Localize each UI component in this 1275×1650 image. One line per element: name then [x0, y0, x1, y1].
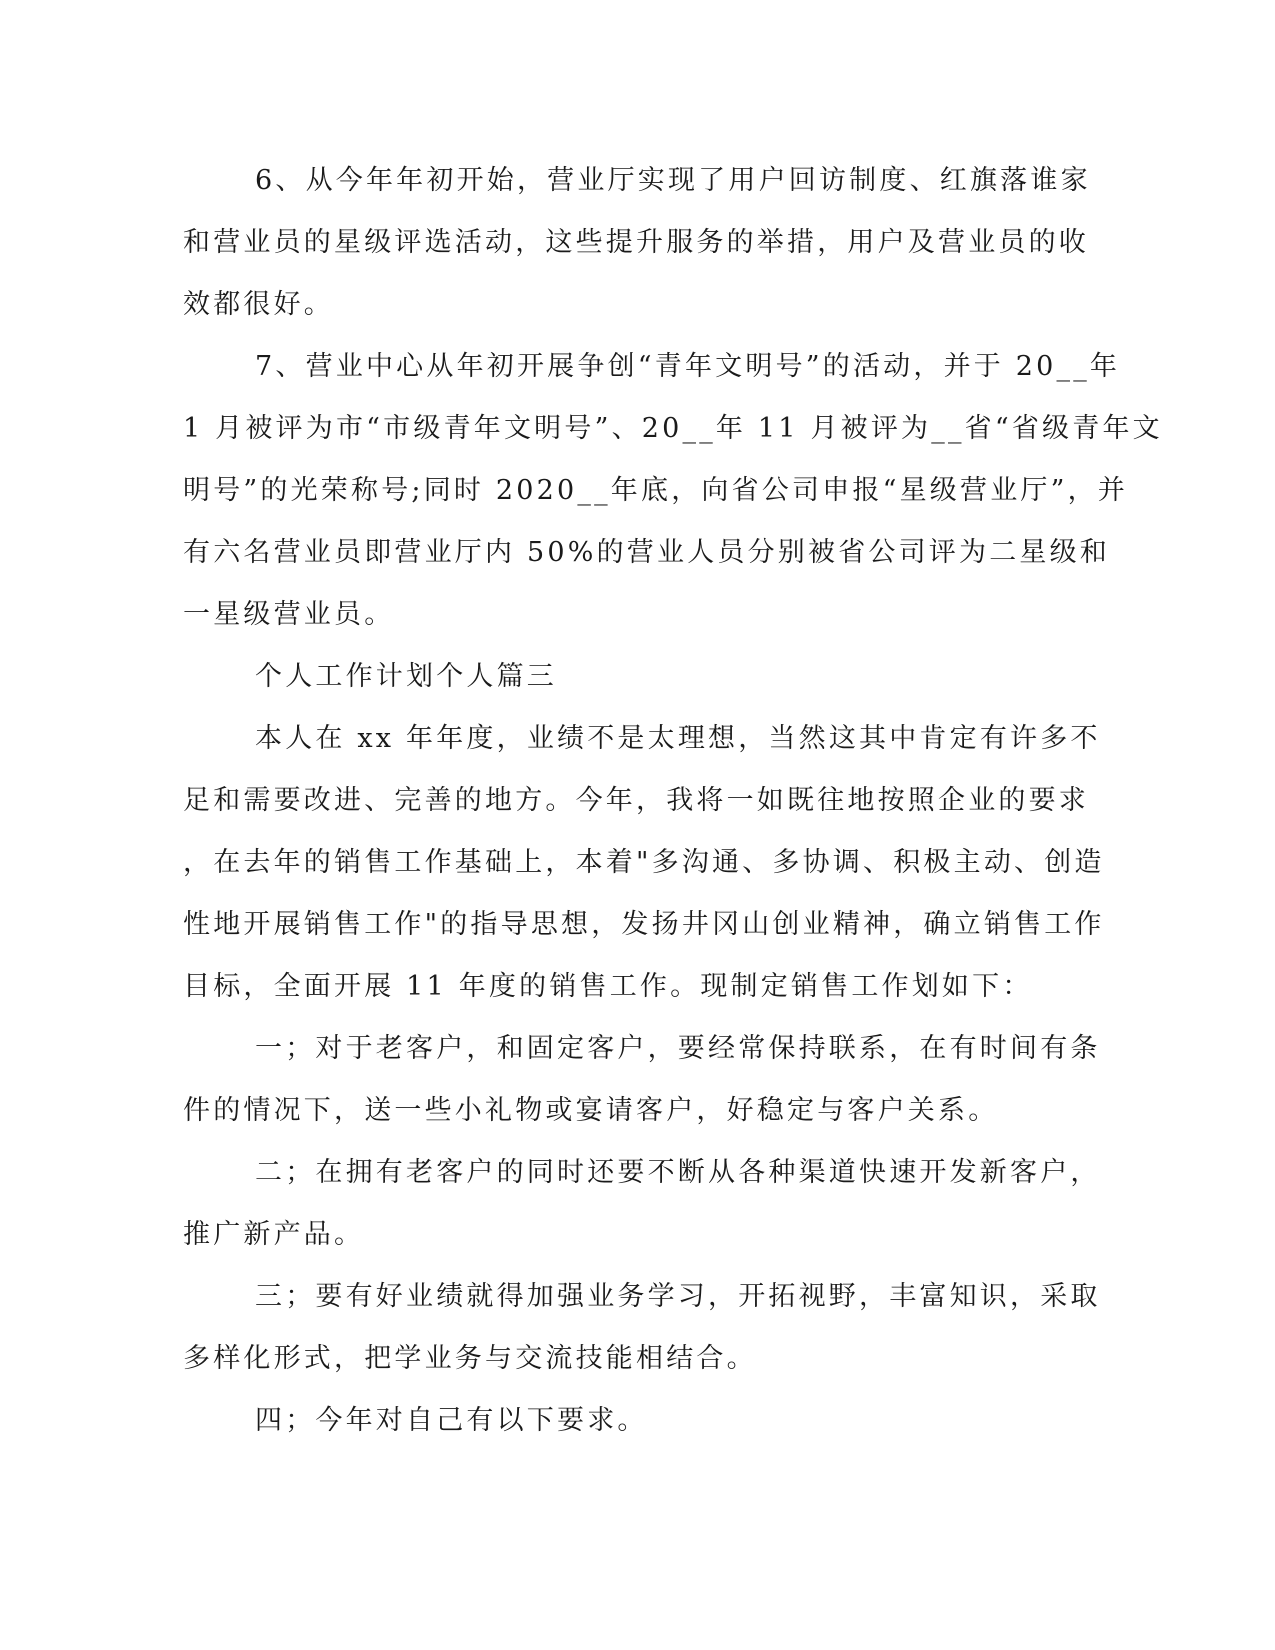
item-four-line-1: 四；今年对自己有以下要求。 [255, 1405, 648, 1436]
intro-line-4: 性地开展销售工作"的指导思想，发扬井冈山创业精神，确立销售工作 [183, 909, 1105, 940]
paragraph-7-line-1: 7、营业中心从年初开展争创“青年文明号”的活动，并于 20__年 [255, 351, 1121, 382]
paragraph-6-line-2: 和营业员的星级评选活动，这些提升服务的举措，用户及营业员的收 [183, 227, 1089, 258]
paragraph-7-line-5: 一星级营业员。 [183, 599, 395, 630]
item-two-line-2: 推广新产品。 [183, 1219, 365, 1250]
item-three-line-2: 多样化形式，把学业务与交流技能相结合。 [183, 1343, 757, 1374]
paragraph-6-line-3: 效都很好。 [183, 289, 334, 320]
paragraph-7-line-2: 1 月被评为市“市级青年文明号”、20__年 11 月被评为__省“省级青年文 [183, 413, 1163, 444]
intro-line-1: 本人在 xx 年年度，业绩不是太理想，当然这其中肯定有许多不 [255, 723, 1101, 754]
item-three-line-1: 三；要有好业绩就得加强业务学习，开拓视野，丰富知识，采取 [255, 1281, 1101, 1312]
document-body [183, 150, 1163, 1452]
intro-line-2: 足和需要改进、完善的地方。今年，我将一如既往地按照企业的要求 [183, 785, 1089, 816]
item-two-line-1: 二；在拥有老客户的同时还要不断从各种渠道快速开发新客户， [255, 1157, 1101, 1188]
intro-line-3: ，在去年的销售工作基础上，本着"多沟通、多协调、积极主动、创造 [183, 847, 1105, 878]
item-one-line-2: 件的情况下，送一些小礼物或宴请客户，好稳定与客户关系。 [183, 1095, 999, 1126]
paragraph-7-line-3: 明号”的光荣称号;同时 2020__年底，向省公司申报“星级营业厅”，并 [183, 475, 1129, 506]
paragraph-6-line-1: 6、从今年年初开始，营业厅实现了用户回访制度、红旗落谁家 [255, 165, 1091, 196]
paragraph-7-line-4: 有六名营业员即营业厅内 50%的营业人员分别被省公司评为二星级和 [183, 537, 1110, 568]
intro-line-5: 目标，全面开展 11 年度的销售工作。现制定销售工作划如下： [183, 971, 1033, 1002]
section-heading: 个人工作计划个人篇三 [255, 661, 557, 692]
item-one-line-1: 一；对于老客户，和固定客户，要经常保持联系，在有时间有条 [255, 1033, 1101, 1064]
